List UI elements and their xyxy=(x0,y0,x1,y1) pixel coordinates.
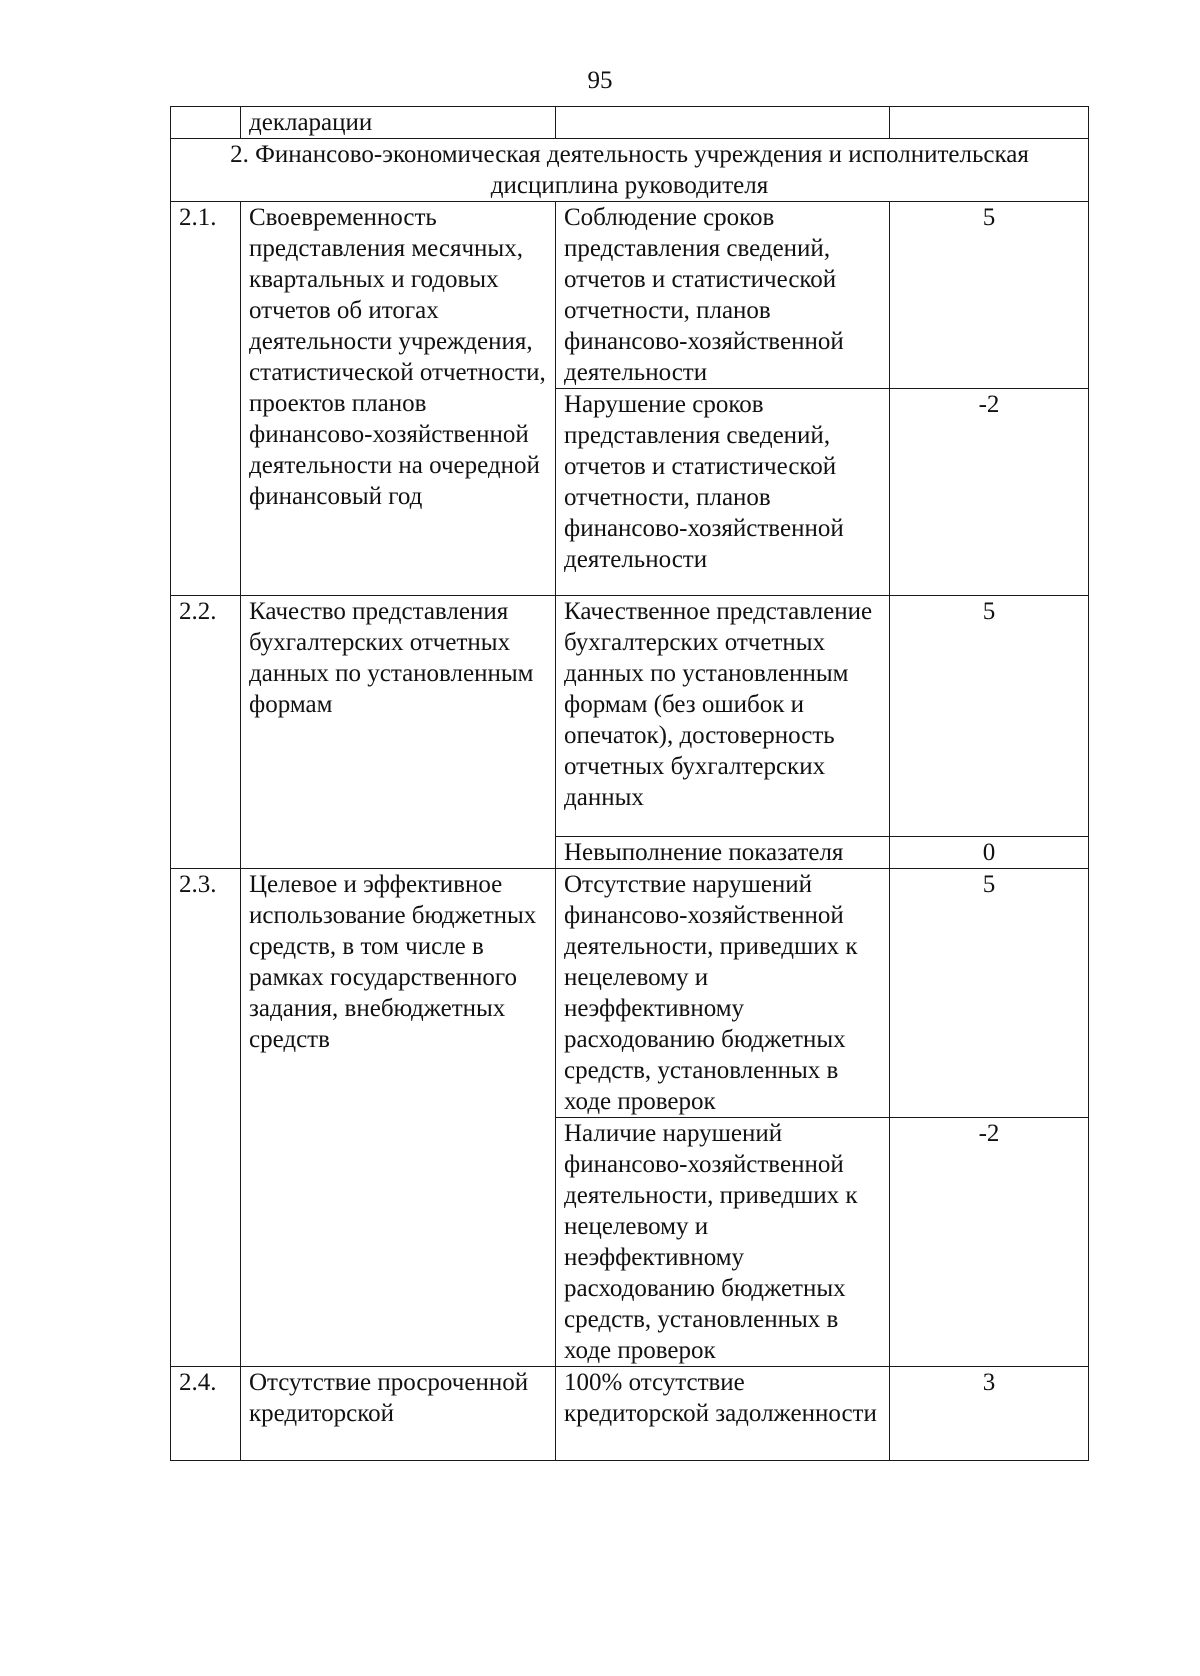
condition-cell: Наличие нарушений финансово-хозяйственной деятельности, приведших к нецелевому и неэффективному расходованию бюджетных средств, установленных в ходе проверок xyxy=(556,1118,890,1367)
row-number: 2.1. xyxy=(171,202,241,596)
condition-cell: 100% отсутствие кредиторской задолженности xyxy=(556,1367,890,1461)
condition-cell: Соблюдение сроков представления сведений, отчетов и статистической отчетности, планов финансово-хозяйственной деятельности xyxy=(556,202,890,389)
page-number: 95 xyxy=(587,67,613,94)
score-cell: 0 xyxy=(890,837,1089,869)
criterion-cell: Целевое и эффективное использование бюджетных средств, в том числе в рамках государственного задания, внебюджетных средств xyxy=(241,869,556,1367)
score-cell: -2 xyxy=(890,1118,1089,1367)
score-cell: 5 xyxy=(890,202,1089,389)
row-number: 2.2. xyxy=(171,596,241,869)
criteria-table xyxy=(170,106,1089,1461)
table-row xyxy=(171,596,1089,837)
condition-cell: Отсутствие нарушений финансово-хозяйственной деятельности, приведших к нецелевому и неэффективному расходованию бюджетных средств, установленных в ходе проверок xyxy=(556,869,890,1118)
cell-condition-empty xyxy=(556,107,890,139)
cell-num-empty xyxy=(171,107,241,139)
section-title: 2. Финансово-экономическая деятельность учреждения и исполнительская дисциплина руководителя xyxy=(171,139,1089,202)
section-header-row xyxy=(171,139,1089,202)
cell-criterion-carryover: декларации xyxy=(241,107,556,139)
score-cell: 3 xyxy=(890,1367,1089,1461)
condition-cell: Невыполнение показателя xyxy=(556,837,890,869)
score-cell: 5 xyxy=(890,596,1089,837)
score-cell: 5 xyxy=(890,869,1089,1118)
table-row-carryover xyxy=(171,107,1089,139)
cell-score-empty xyxy=(890,107,1089,139)
row-number: 2.4. xyxy=(171,1367,241,1461)
condition-cell: Нарушение сроков представления сведений, отчетов и статистической отчетности, планов финансово-хозяйственной деятельности xyxy=(556,389,890,596)
table-row xyxy=(171,202,1089,389)
score-cell: -2 xyxy=(890,389,1089,596)
criterion-cell: Своевременность представления месячных, квартальных и годовых отчетов об итогах деятельности учреждения, статистической отчетности, проектов планов финансово-хозяйственной деятельности на очередной финансовый год xyxy=(241,202,556,596)
criterion-cell: Качество представления бухгалтерских отчетных данных по установленным формам xyxy=(241,596,556,869)
table-row xyxy=(171,1367,1089,1461)
table-row xyxy=(171,869,1089,1118)
criterion-cell: Отсутствие просроченной кредиторской xyxy=(241,1367,556,1461)
condition-cell: Качественное представление бухгалтерских отчетных данных по установленным формам (без ошибок и опечаток), достоверность отчетных бухгалтерских данных xyxy=(556,596,890,837)
row-number: 2.3. xyxy=(171,869,241,1367)
